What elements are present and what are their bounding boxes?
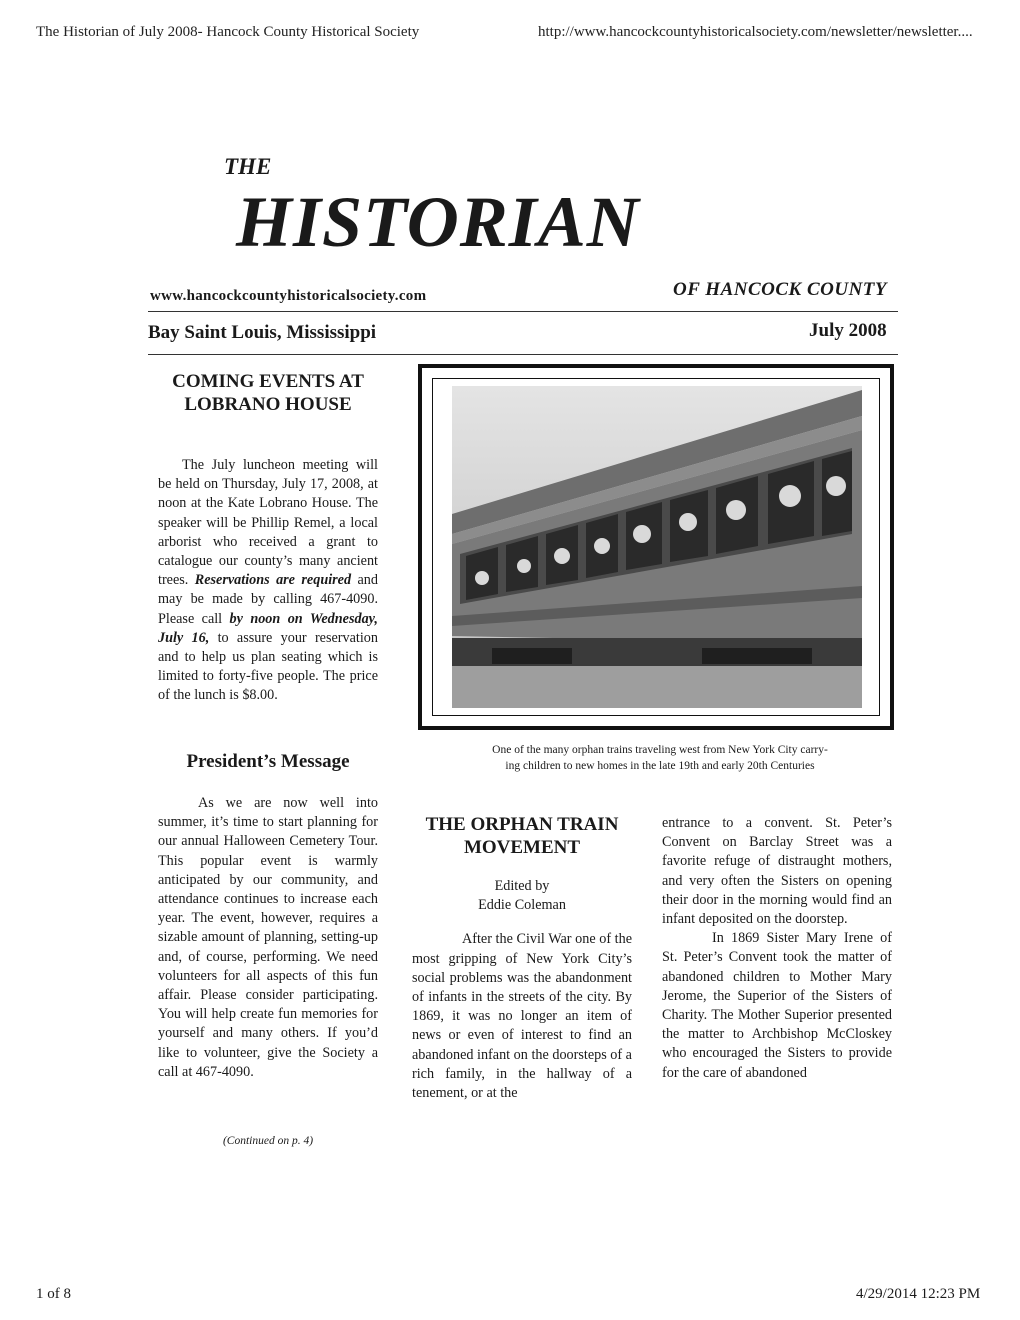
orphan-heading (412, 813, 632, 859)
print-page-count: 1 of 8 (36, 1286, 71, 1302)
events-heading (158, 370, 378, 416)
print-timestamp: 4/29/2014 12:23 PM (856, 1286, 981, 1302)
masthead-the: THE (224, 154, 272, 179)
photo-caption (430, 742, 890, 774)
orphan-train-illustration (452, 386, 862, 708)
masthead-date: July 2008 (809, 320, 887, 341)
events-heading-line2: LOBRANO HOUSE (184, 394, 352, 415)
orphan-body (412, 930, 632, 1103)
masthead-rule-bottom (148, 354, 898, 355)
events-heading-line1: COMING EVENTS AT (172, 371, 364, 392)
orphan-heading-line1: THE ORPHAN TRAIN (425, 814, 619, 835)
masthead-title: HISTORIAN (236, 182, 640, 262)
president-body (158, 794, 378, 1082)
orphan-paragraph-1-continued: entrance to a convent. St. Peter’s Convent on Barclay Street was a favorite refuge of distraught mothers, and very often the Sisters on opening their door in the morning would find an infant deposited on the doorstep. (662, 815, 892, 928)
president-text: As we are now well into summer, it’s time to start planning for our annual Halloween Cemetery Tour. This popular event is warmly anticipated by our community, and attendance continues to increase each year. The event, however, requires a sizable amount of planning, setting-up and, of course, performing. We need volunteers for all aspects of this fun affair. Please consider participating. You will help create fun memories for yourself and many others. If you’d like to volunteer, give the Society a call at 467-4090. (158, 795, 378, 1080)
events-text-1: The July luncheon meeting will be held on Thursday, July 17, 2008, at noon at the Kate Lobrano House. The speaker will be Phillip Remel, a local arborist who received a grant to catalogue our county’s many ancient trees. (158, 457, 378, 589)
masthead-location: Bay Saint Louis, Mississippi (148, 322, 377, 343)
orphan-body-continued (662, 814, 892, 1083)
masthead-subtitle: OF HANCOCK COUNTY (673, 279, 888, 300)
president-section (158, 750, 378, 1082)
masthead-rule-top (148, 311, 898, 312)
photo-caption-line1: One of the many orphan trains traveling west from New York City carry- (492, 744, 828, 756)
president-heading: President’s Message (186, 751, 350, 772)
orphan-editor (412, 877, 632, 915)
orphan-heading-line2: MOVEMENT (463, 837, 581, 858)
browser-url: http://www.hancockcountyhistoricalsociety.com/newsletter/newsletter.... (538, 24, 973, 40)
orphan-continued-column (662, 814, 892, 1083)
masthead-website: www.hancockcountyhistoricalsociety.com (150, 288, 427, 304)
orphan-edited-by: Edited by (494, 878, 550, 894)
events-text-2: and may be made by calling 467-4090. Please call (158, 572, 378, 627)
orphan-editor-name: Eddie Coleman (478, 897, 566, 914)
photo-caption-line2: ing children to new homes in the late 19th and early 20th Centuries (505, 760, 815, 772)
orphan-section (412, 813, 632, 1103)
events-emphasis-deadline: by noon on Wednesday, July 16, (158, 610, 378, 646)
orphan-paragraph-2: In 1869 Sister Mary Irene of St. Peter’s Convent took the matter of abandoned children to Mother Mary Jerome, the Superior of the Sisters of Charity. The Mother Superior presented the matter to Archbishop McCloskey who encouraged the Sisters to provide for the care of abandoned (662, 930, 892, 1081)
browser-page-title: The Historian of July 2008- Hancock County Historical Society (36, 24, 420, 40)
continued-note: (Continued on p. 4) (222, 1135, 314, 1147)
events-text-3: to assure your reservation and to help us plan seating which is limited to forty-five people. The price of the lunch is $8.00. (158, 629, 378, 704)
events-emphasis-reservations: Reservations are required (194, 572, 352, 589)
events-body (158, 456, 378, 706)
events-section (158, 370, 378, 706)
orphan-paragraph-1: After the Civil War one of the most gripping of New York City’s social problems was the abandonment of infants in the streets of the city. By 1869, it was no longer an item of news or even of interest to find an abandoned infant on the doorsteps of a rich family, in the hallway of a tenement, or at the (412, 931, 632, 1102)
orphan-train-photo (452, 386, 862, 708)
